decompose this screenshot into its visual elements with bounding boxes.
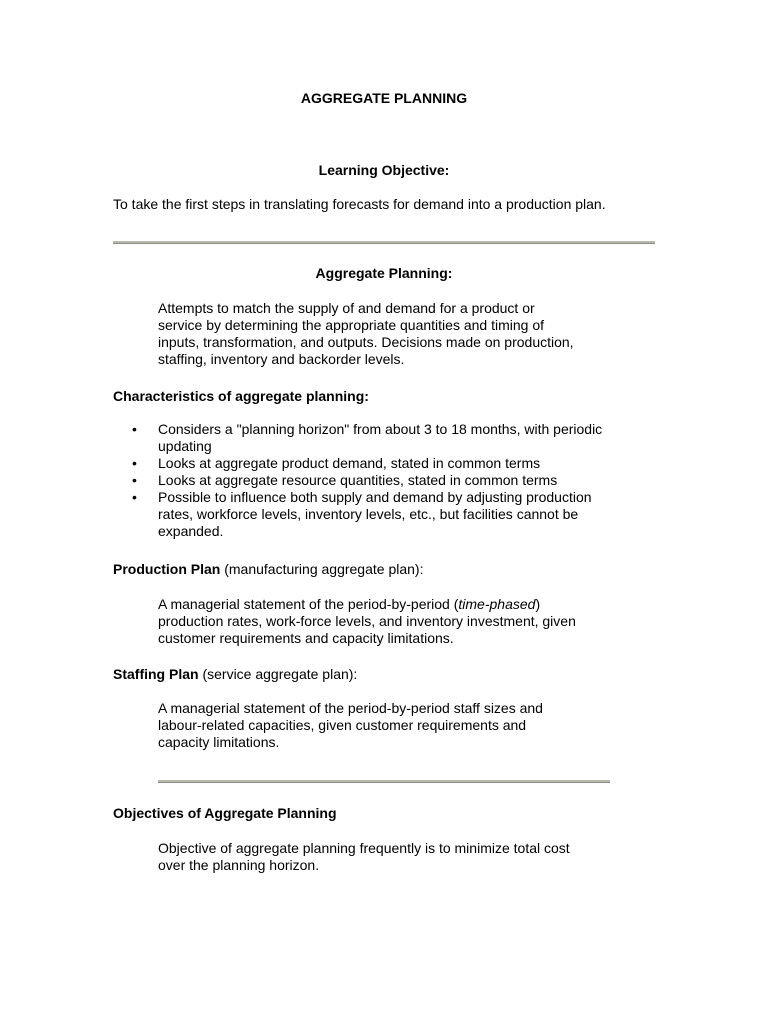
staffing-plan-label: Staffing Plan — [113, 666, 199, 682]
definition-line: customer requirements and capacity limitations. — [158, 630, 454, 646]
bullet-icon: • — [132, 489, 137, 505]
aggregate-planning-definition — [158, 300, 628, 368]
learning-objective-heading: Learning Objective: — [318, 162, 450, 178]
document-title: AGGREGATE PLANNING — [300, 90, 468, 106]
bullet-icon: • — [132, 421, 137, 437]
list-item-text: Looks at aggregate resource quantities, stated in common terms — [158, 472, 558, 488]
objectives-text — [158, 840, 628, 874]
aggregate-planning-heading: Aggregate Planning: — [315, 265, 453, 281]
list-item-text: Looks at aggregate product demand, stated in common terms — [158, 455, 541, 471]
list-item — [113, 455, 653, 472]
definition-line: production rates, work-force levels, and inventory investment, given — [158, 613, 576, 629]
production-plan-definition — [158, 596, 628, 647]
definition-emphasis: time-phased — [458, 596, 536, 612]
definition-line: labour-related capacities, given customer requirements and — [158, 717, 527, 733]
list-item-text: Possible to influence both supply and demand by adjusting production — [158, 489, 592, 505]
list-item-text: expanded. — [158, 523, 224, 539]
section-divider-bottom — [158, 780, 610, 783]
staffing-plan-heading — [113, 666, 357, 683]
definition-text: ) — [535, 596, 541, 612]
definition-line: inputs, transformation, and outputs. Decisions made on production, — [158, 334, 574, 350]
list-item — [113, 472, 653, 489]
production-plan-paren: (manufacturing aggregate plan): — [220, 561, 424, 577]
staffing-plan-paren: (service aggregate plan): — [198, 666, 358, 682]
staffing-plan-definition — [158, 700, 628, 751]
bullet-icon: • — [132, 472, 137, 488]
objectives-line: over the planning horizon. — [158, 857, 320, 873]
definition-line — [158, 596, 628, 613]
production-plan-label: Production Plan — [113, 561, 221, 577]
definition-line: capacity limitations. — [158, 734, 280, 750]
learning-objective-text: To take the first steps in translating forecasts for demand into a production plan. — [113, 196, 606, 212]
definition-line: A managerial statement of the period-by-period staff sizes and — [158, 700, 543, 716]
objectives-line: Objective of aggregate planning frequently is to minimize total cost — [158, 840, 570, 856]
definition-line: staffing, inventory and backorder levels. — [158, 351, 405, 367]
definition-line: Attempts to match the supply of and demand for a product or — [158, 300, 535, 316]
characteristics-list — [113, 421, 653, 540]
definition-line: service by determining the appropriate quantities and timing of — [158, 317, 544, 333]
list-item — [113, 421, 653, 455]
section-divider-top — [113, 241, 655, 244]
objectives-heading: Objectives of Aggregate Planning — [113, 805, 337, 821]
bullet-icon: • — [132, 455, 137, 471]
production-plan-heading — [113, 561, 423, 578]
list-item — [113, 489, 653, 540]
characteristics-heading: Characteristics of aggregate planning: — [113, 388, 369, 404]
list-item-text: Considers a "planning horizon" from about 3 to 18 months, with periodic — [158, 421, 603, 437]
definition-text: A managerial statement of the period-by-period ( — [158, 596, 459, 612]
list-item-text: rates, workforce levels, inventory levels, etc., but facilities cannot be — [158, 506, 579, 522]
list-item-text: updating — [158, 438, 212, 454]
